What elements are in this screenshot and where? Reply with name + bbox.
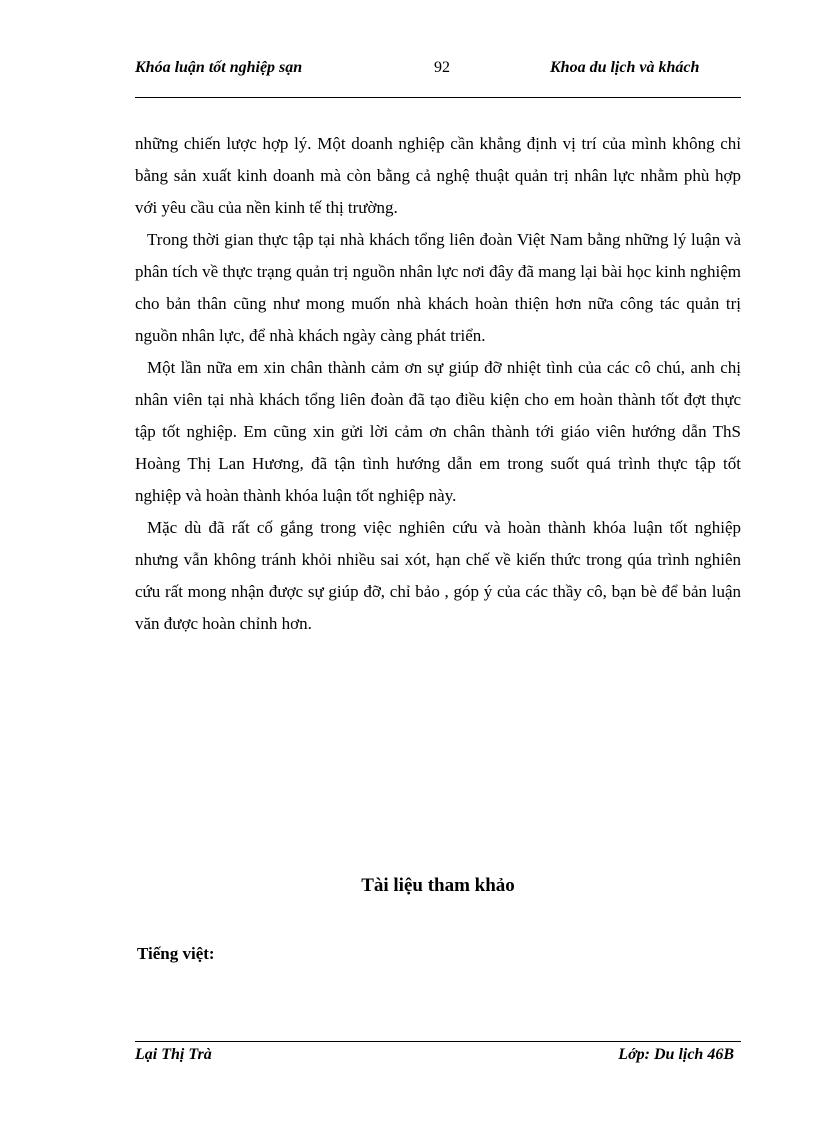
paragraph-4: Mặc dù đã rất cố gắng trong việc nghiên cứu và hoàn thành khóa luận tốt nghiệp nhưng vẫn không tránh khỏi nhiều sai xót, hạn chế về kiến thức trong qúa trình nghiên cứu rất mong nhận được sự giúp đỡ, chỉ bảo , góp ý của các thầy cô, bạn bè để bản luận văn được hoàn chỉnh hơn.	[135, 518, 741, 633]
header-right-title: Khoa du lịch và khách	[550, 59, 700, 76]
footer-class: Lớp: Du lịch 46B	[618, 1046, 734, 1063]
body-text	[135, 128, 741, 640]
references-subtitle: Tiếng việt:	[137, 944, 215, 963]
paragraph-2: Trong thời gian thực tập tại nhà khách tổng liên đoàn Việt Nam bằng những lý luận và phân tích về thực trạng quản trị nguồn nhân lực nơi đây đã mang lại bài học kinh nghiệm cho bản thân cũng như mong muốn nhà khách hoàn thiện hơn nữa công tác quản trị nguồn nhân lực, để nhà khách ngày càng phát triển.	[135, 230, 741, 345]
header-rule	[135, 97, 741, 98]
references-title: Tài liệu tham khảo	[361, 875, 515, 896]
header-left-title: Khóa luận tốt nghiệp sạn	[135, 59, 303, 76]
paragraph-1: những chiến lược hợp lý. Một doanh nghiệp cần khẳng định vị trí của mình không chỉ bằng sản xuất kinh doanh mà còn bằng cả nghệ thuật quản trị nhân lực nhằm phù hợp với yêu cầu của nền kinh tế thị trường.	[135, 134, 741, 217]
footer-author: Lại Thị Trà	[135, 1046, 212, 1063]
page-number: 92	[434, 59, 450, 76]
paragraph-3: Một lần nữa em xin chân thành cảm ơn sự giúp đỡ nhiệt tình của các cô chú, anh chị nhân viên tại nhà khách tổng liên đoàn đã tạo điều kiện cho em hoàn thành tốt đợt thực tập tốt nghiệp. Em cũng xin gửi lời cảm ơn chân thành tới giáo viên hướng dẫn ThS Hoàng Thị Lan Hương, đã tận tình hướng dẫn em trong suốt quá trình thực tập tốt nghiệp và hoàn thành khóa luận tốt nghiệp này.	[135, 358, 741, 505]
footer-rule	[135, 1041, 741, 1042]
